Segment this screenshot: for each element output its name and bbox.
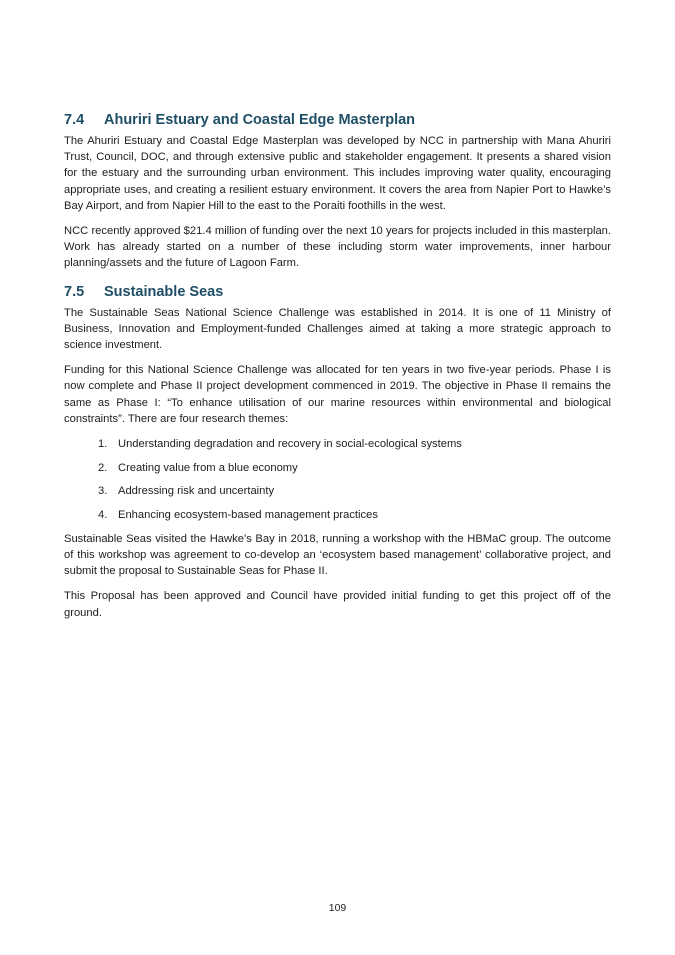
list-item-text: Creating value from a blue economy bbox=[118, 461, 298, 474]
list-item-number: 4. bbox=[98, 509, 108, 522]
page-number: 109 bbox=[328, 902, 347, 914]
paragraph: NCC recently approved $21.4 million of funding over the next 10 years for projects included in this masterplan. Work has already started on a number of these including storm water improvements, inner harbour planning/assets and the future of Lagoon Farm. bbox=[64, 225, 611, 270]
paragraph: The Ahuriri Estuary and Coastal Edge Masterplan was developed by NCC in partnership with Mana Ahuriri Trust, Council, DOC, and through extensive public and stakeholder engagement. It presents a shared vision for the estuary and the surrounding urban environment. This includes improving water quality, encouraging appropriate uses, and creating a resilient estuary environment. It covers the area from Napier Port to Hawke’s Bay Airport, and from Napier Hill to the east to the Poraiti foothills in the west. bbox=[64, 135, 611, 212]
list-item-number: 1. bbox=[98, 438, 108, 451]
section-heading-7-4 bbox=[64, 112, 611, 128]
list-item bbox=[98, 436, 611, 452]
list-item-number: 3. bbox=[98, 485, 108, 498]
list-item-text: Enhancing ecosystem-based management practices bbox=[118, 509, 378, 522]
section-title: Sustainable Seas bbox=[104, 283, 224, 300]
list-item-text: Understanding degradation and recovery in social-ecological systems bbox=[118, 438, 462, 451]
paragraph: The Sustainable Seas National Science Challenge was established in 2014. It is one of 11 Ministry of Business, Innovation and Employment-funded Challenges aimed at taking a more strategic approach to science investment. bbox=[64, 306, 611, 352]
paragraph: Funding for this National Science Challenge was allocated for ten years in two five-year periods. Phase I is now complete and Phase II project development commenced in 2019. The objective in Phase II remains the same as Phase I: “To enhance utilisation of our marine resources within environmental and biological constraints”. There are four research themes: bbox=[64, 364, 611, 425]
page-content bbox=[64, 112, 611, 630]
list-item bbox=[98, 460, 611, 476]
list-item-number: 2. bbox=[98, 461, 108, 474]
list-item bbox=[98, 507, 611, 523]
section-number: 7.5 bbox=[64, 283, 85, 300]
section-heading-7-5 bbox=[64, 284, 611, 300]
paragraph: Sustainable Seas visited the Hawke’s Bay in 2018, running a workshop with the HBMaC group. The outcome of this workshop was agreement to co-develop an ‘ecosystem based management’ collaborative project, and submit the proposal to Sustainable Seas for Phase II. bbox=[64, 532, 611, 578]
paragraph: This Proposal has been approved and Council have provided initial funding to get this project off of the ground. bbox=[64, 590, 611, 619]
section-title: Ahuriri Estuary and Coastal Edge Masterplan bbox=[104, 112, 416, 128]
list-item-text: Addressing risk and uncertainty bbox=[118, 485, 275, 498]
section-number: 7.4 bbox=[64, 112, 85, 128]
research-themes-list bbox=[64, 436, 611, 523]
list-item bbox=[98, 483, 611, 499]
